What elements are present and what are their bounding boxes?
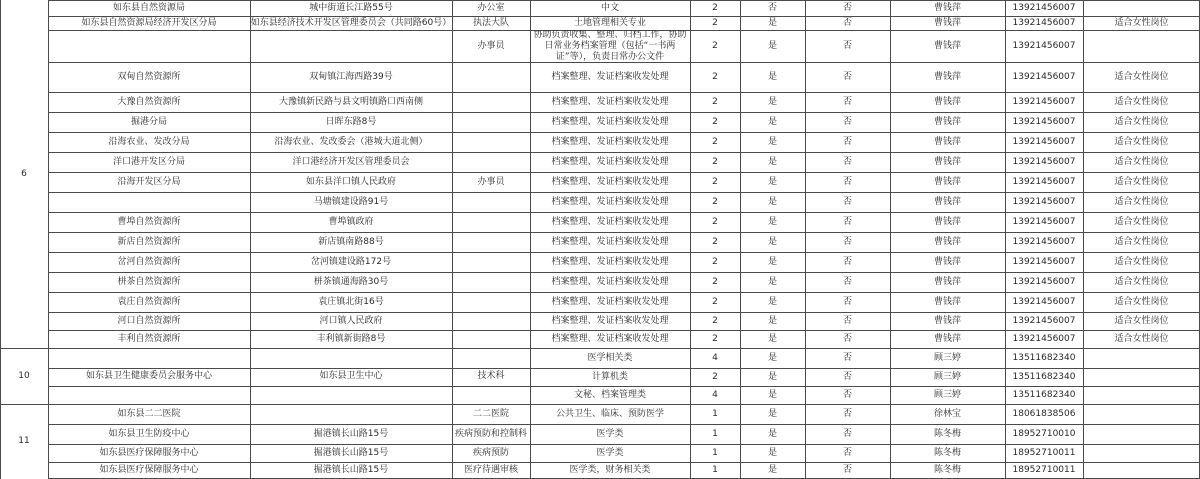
phone-cell: 13921456007 (1012, 136, 1076, 147)
section-index: 11 (18, 436, 30, 446)
gender-cell: 是 (767, 408, 777, 419)
phone-cell: 13921456007 (1012, 40, 1076, 51)
address-cell: 大豫镇新民路与县文明镇路口西南侧 (278, 96, 423, 107)
gender-cell: 是 (767, 352, 777, 363)
count-cell: 2 (712, 371, 718, 382)
department-cell (452, 132, 530, 152)
contact-cell: 顾三婷 (933, 389, 961, 400)
restriction-cell: 否 (842, 116, 852, 127)
major-cell: 档案整理、发证档案收发处理 (551, 156, 669, 167)
unit-cell: 新店自然资源所 (117, 236, 181, 247)
count-cell: 1 (712, 465, 718, 475)
restriction-cell: 否 (842, 40, 852, 51)
remark-cell (1083, 30, 1200, 62)
contact-cell: 曹钱萍 (933, 17, 961, 28)
phone-cell: 13511682340 (1012, 371, 1076, 382)
unit-cell: 大豫自然资源所 (117, 96, 181, 107)
count-cell: 2 (712, 17, 718, 28)
address-cell: 新店镇南路88号 (318, 236, 384, 247)
remark-cell: 适合女性岗位 (1114, 315, 1169, 326)
contact-cell: 曹钱萍 (933, 216, 961, 227)
count-cell: 2 (712, 136, 718, 147)
gender-cell: 是 (767, 71, 777, 82)
department-cell (452, 232, 530, 252)
count-cell: 2 (712, 236, 718, 247)
restriction-cell: 否 (842, 315, 852, 326)
contact-cell: 曹钱萍 (933, 276, 961, 287)
contact-cell: 徐林宝 (933, 408, 961, 419)
count-cell: 1 (712, 447, 718, 458)
unit-cell: 丰利自然资源所 (117, 333, 181, 344)
unit-cell: 如东县自然资源局经济开发区分局 (81, 17, 217, 28)
restriction-cell: 否 (842, 176, 852, 187)
address-cell: 栟茶镇通海路30号 (313, 276, 389, 287)
remark-cell: 适合女性岗位 (1114, 156, 1169, 167)
gender-cell: 是 (767, 333, 777, 344)
restriction-cell: 否 (842, 389, 852, 400)
remark-cell: 适合女性岗位 (1114, 256, 1169, 267)
department-cell: 办事员 (477, 40, 505, 51)
department-cell (452, 62, 530, 92)
major-cell: 档案整理、发证档案收发处理 (551, 315, 669, 326)
phone-cell: 13511682340 (1012, 352, 1076, 363)
department-cell: 二二医院 (472, 408, 509, 419)
restriction-cell: 否 (842, 296, 852, 307)
gender-cell: 是 (767, 236, 777, 247)
remark-cell: 适合女性岗位 (1114, 236, 1169, 247)
count-cell: 2 (712, 156, 718, 167)
address-cell: 洋口港经济开发区管理委员会 (292, 156, 410, 167)
department-cell: 办事员 (477, 176, 505, 187)
unit-cell: 洋口港开发区分局 (112, 156, 185, 167)
contact-cell: 曹钱萍 (933, 40, 961, 51)
restriction-cell: 否 (842, 136, 852, 147)
count-cell: 2 (712, 2, 718, 13)
unit-cell: 曹埠自然资源所 (117, 216, 181, 227)
department-cell (452, 272, 530, 292)
gender-cell: 是 (767, 465, 777, 475)
remark-cell: 适合女性岗位 (1114, 296, 1169, 307)
address-cell (250, 404, 452, 424)
phone-cell: 13511682340 (1012, 389, 1076, 400)
unit-cell: 岔河自然资源所 (117, 256, 181, 267)
gender-cell: 是 (767, 136, 777, 147)
phone-cell: 18061838506 (1012, 408, 1076, 419)
section-index: 6 (21, 168, 27, 179)
department-cell: 技术科 (477, 370, 505, 381)
restriction-cell: 否 (842, 96, 852, 107)
remark-cell (1083, 0, 1200, 16)
contact-cell: 曹钱萍 (933, 196, 961, 207)
address-cell: 掘港镇长山路15号 (313, 465, 389, 475)
unit-cell: 双甸自然资源所 (117, 71, 181, 82)
count-cell: 2 (712, 176, 718, 187)
gender-cell: 是 (767, 96, 777, 107)
remark-cell: 适合女性岗位 (1114, 196, 1169, 207)
department-cell (452, 92, 530, 112)
major-cell: 档案整理、发证档案收发处理 (551, 176, 669, 187)
remark-cell: 适合女性岗位 (1114, 17, 1169, 28)
unit-cell (48, 192, 250, 212)
phone-cell: 13921456007 (1012, 296, 1076, 307)
department-cell (452, 212, 530, 232)
major-cell: 档案整理、发证档案收发处理 (551, 196, 669, 207)
major-cell: 档案整理、发证档案收发处理 (551, 256, 669, 267)
contact-cell: 曹钱萍 (933, 96, 961, 107)
major-cell: 档案整理、发证档案收发处理 (551, 116, 669, 127)
major-cell: 中文 (600, 2, 619, 13)
remark-cell: 适合女性岗位 (1114, 96, 1169, 107)
contact-cell: 顾三婷 (933, 371, 961, 382)
address-cell: 如东县经济技术开发区管理委员会（共同路60号） (250, 17, 452, 28)
contact-cell: 曹钱萍 (933, 156, 961, 167)
address-cell: 掘港镇长山路15号 (313, 428, 389, 439)
gender-cell: 是 (767, 428, 777, 439)
contact-cell: 曹钱萍 (933, 176, 961, 187)
gender-cell: 是 (767, 17, 777, 28)
restriction-cell: 否 (842, 465, 852, 475)
restriction-cell: 否 (842, 236, 852, 247)
count-cell: 2 (712, 296, 718, 307)
remark-cell: 适合女性岗位 (1114, 216, 1169, 227)
unit-cell: 如东县医疗保障服务中心 (99, 465, 199, 475)
gender-cell: 否 (767, 2, 777, 13)
unit-cell: 袁庄自然资源所 (117, 296, 181, 307)
contact-cell: 曹钱萍 (933, 136, 961, 147)
department-cell (452, 330, 530, 348)
address-cell: 曹埠镇政府 (328, 216, 374, 227)
address-cell: 城中街道长江路55号 (309, 2, 393, 13)
restriction-cell: 否 (842, 216, 852, 227)
count-cell: 2 (712, 333, 718, 344)
count-cell: 1 (712, 408, 718, 419)
unit-cell: 沿海开发区分局 (117, 176, 181, 187)
contact-cell: 陈冬梅 (933, 465, 961, 475)
major-cell: 档案整理、发证档案收发处理 (551, 296, 669, 307)
phone-cell: 18952710010 (1012, 428, 1076, 439)
count-cell: 2 (712, 196, 718, 207)
unit-cell: 如东县卫生防疫中心 (108, 428, 190, 439)
address-cell: 岔河镇建设路172号 (310, 256, 392, 267)
address-cell: 沿海农业、发改委会（港城大道北侧） (274, 136, 428, 147)
restriction-cell: 否 (842, 71, 852, 82)
contact-cell: 曹钱萍 (933, 296, 961, 307)
major-cell: 计算机类 (591, 371, 628, 382)
major-cell: 档案整理、发证档案收发处理 (551, 236, 669, 247)
count-cell: 2 (712, 216, 718, 227)
phone-cell: 13921456007 (1012, 196, 1076, 207)
phone-cell: 13921456007 (1012, 96, 1076, 107)
restriction-cell: 否 (842, 333, 852, 344)
restriction-cell: 否 (842, 17, 852, 28)
department-cell (452, 152, 530, 172)
phone-cell: 13921456007 (1012, 236, 1076, 247)
department-cell (452, 252, 530, 272)
contact-cell: 曹钱萍 (933, 333, 961, 344)
phone-cell: 13921456007 (1012, 116, 1076, 127)
address-cell: 袁庄镇北街16号 (318, 296, 384, 307)
gender-cell: 是 (767, 176, 777, 187)
phone-cell: 13921456007 (1012, 276, 1076, 287)
count-cell: 4 (712, 352, 718, 363)
unit-cell: 如东县卫生健康委员会服务中心 (85, 370, 212, 381)
restriction-cell: 否 (842, 2, 852, 13)
unit-cell: 如东县自然资源局 (112, 2, 185, 13)
address-cell: 马塘镇建设路91号 (313, 196, 389, 207)
unit-cell: 如东县医疗保障服务中心 (99, 447, 199, 458)
restriction-cell: 否 (842, 156, 852, 167)
phone-cell: 13921456007 (1012, 333, 1076, 344)
count-cell: 4 (712, 389, 718, 400)
address-cell (250, 30, 452, 62)
remark-cell: 适合女性岗位 (1114, 136, 1169, 147)
gender-cell: 是 (767, 216, 777, 227)
phone-cell: 18952710011 (1012, 465, 1076, 475)
gender-cell: 是 (767, 256, 777, 267)
remark-cell: 适合女性岗位 (1114, 176, 1169, 187)
gender-cell: 是 (767, 371, 777, 382)
major-cell: 档案整理、发证档案收发处理 (551, 276, 669, 287)
phone-cell: 13921456007 (1012, 256, 1076, 267)
contact-cell: 陈冬梅 (933, 447, 961, 458)
gender-cell: 是 (767, 447, 777, 458)
phone-cell: 18952710011 (1012, 447, 1076, 458)
unit-cell: 如东县二二医院 (117, 408, 181, 419)
unit-cell: 沿海农业、发改分局 (108, 136, 190, 147)
major-cell: 档案整理、发证档案收发处理 (551, 216, 669, 227)
gender-cell: 是 (767, 276, 777, 287)
department-cell (452, 112, 530, 132)
department-cell: 执法大队 (472, 17, 509, 28)
phone-cell: 13921456007 (1012, 216, 1076, 227)
gender-cell: 是 (767, 196, 777, 207)
count-cell: 2 (712, 96, 718, 107)
contact-cell: 陈冬梅 (933, 428, 961, 439)
department-cell: 疾病预防 (472, 447, 509, 458)
major-cell: 档案整理、发证档案收发处理 (551, 71, 669, 82)
count-cell: 2 (712, 40, 718, 51)
department-cell (452, 312, 530, 330)
restriction-cell: 否 (842, 256, 852, 267)
gender-cell: 是 (767, 315, 777, 326)
major-cell: 土地管理相关专业 (573, 17, 646, 28)
address-cell: 日晖东路8号 (325, 116, 377, 127)
contact-cell: 曹钱萍 (933, 2, 961, 13)
count-cell: 2 (712, 116, 718, 127)
address-cell: 如东县洋口镇人民政府 (305, 176, 396, 187)
phone-cell: 13921456007 (1012, 315, 1076, 326)
major-cell: 医学类 (596, 447, 624, 458)
address-cell: 河口镇人民政府 (319, 315, 383, 326)
phone-cell: 13921456007 (1012, 71, 1076, 82)
department-cell: 疾病预防和控制科 (454, 428, 527, 439)
major-cell: 协助负责收集、整理、归档工作，协助日常业务档案管理（包括“一书两证”等），负责日常办公文件 (533, 30, 687, 62)
restriction-cell: 否 (842, 276, 852, 287)
department-cell (452, 292, 530, 312)
phone-cell: 13921456007 (1012, 176, 1076, 187)
major-cell: 医学相关类 (587, 352, 633, 363)
gender-cell: 是 (767, 40, 777, 51)
gender-cell: 是 (767, 116, 777, 127)
address-cell: 如东县卫生中心 (319, 370, 383, 381)
major-cell: 文秘、档案管理类 (573, 389, 646, 400)
section-index: 10 (18, 370, 30, 381)
major-cell: 档案整理、发证档案收发处理 (551, 136, 669, 147)
contact-cell: 曹钱萍 (933, 256, 961, 267)
address-cell: 掘港镇长山路15号 (313, 447, 389, 458)
count-cell: 2 (712, 276, 718, 287)
count-cell: 1 (712, 428, 718, 439)
department-cell: 办公室 (477, 2, 505, 13)
restriction-cell: 否 (842, 428, 852, 439)
contact-cell: 曹钱萍 (933, 315, 961, 326)
remark-cell: 适合女性岗位 (1114, 276, 1169, 287)
restriction-cell: 否 (842, 196, 852, 207)
unit-cell: 掘港分局 (130, 116, 167, 127)
major-cell: 医学类 (596, 428, 624, 439)
major-cell: 档案整理、发证档案收发处理 (551, 333, 669, 344)
remark-cell: 适合女性岗位 (1114, 333, 1169, 344)
unit-cell (48, 30, 250, 62)
count-cell: 2 (712, 71, 718, 82)
restriction-cell: 否 (842, 447, 852, 458)
gender-cell: 是 (767, 296, 777, 307)
restriction-cell: 否 (842, 352, 852, 363)
contact-cell: 曹钱萍 (933, 71, 961, 82)
gender-cell: 是 (767, 389, 777, 400)
major-cell: 档案整理、发证档案收发处理 (551, 96, 669, 107)
contact-cell: 曹钱萍 (933, 116, 961, 127)
count-cell: 2 (712, 256, 718, 267)
gender-cell: 是 (767, 156, 777, 167)
phone-cell: 13921456007 (1012, 156, 1076, 167)
contact-cell: 曹钱萍 (933, 236, 961, 247)
restriction-cell: 否 (842, 371, 852, 382)
restriction-cell: 否 (842, 408, 852, 419)
major-cell: 公共卫生、临床、预防医学 (555, 408, 664, 419)
department-cell: 医疗待遇审核 (463, 465, 518, 475)
unit-cell: 栟茶自然资源所 (117, 276, 181, 287)
contact-cell: 顾三婷 (933, 352, 961, 363)
address-cell: 双甸镇江海西路39号 (309, 71, 393, 82)
phone-cell: 13921456007 (1012, 2, 1076, 13)
phone-cell: 13921456007 (1012, 17, 1076, 28)
remark-cell: 适合女性岗位 (1114, 116, 1169, 127)
count-cell: 2 (712, 315, 718, 326)
remark-cell: 适合女性岗位 (1114, 71, 1169, 82)
unit-cell: 河口自然资源所 (117, 315, 181, 326)
major-cell: 医学类，财务相关类 (569, 465, 651, 475)
address-cell: 丰利镇新街路8号 (316, 333, 386, 344)
department-cell (452, 192, 530, 212)
